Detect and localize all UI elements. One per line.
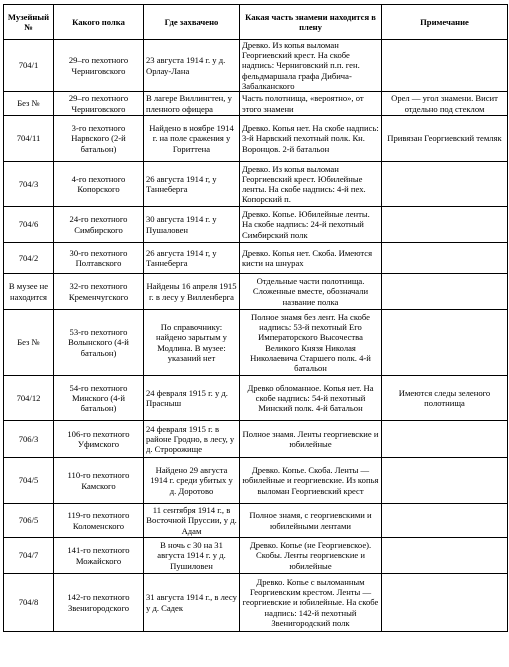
cell-captured-where: 11 сентября 1914 г., в Восточной Пруссии, у д. Адам — [144, 504, 240, 538]
header-note: Примечание — [382, 5, 508, 40]
cell-banner-part: Полное знамя, с георгиевскими и юбилейными лентами — [240, 504, 382, 538]
cell-banner-part: Часть полотнища, «вероятно», от этого знамени — [240, 92, 382, 116]
cell-captured-where: В лагере Виллингтен, у пленного офицера — [144, 92, 240, 116]
cell-note — [382, 274, 508, 310]
table-row — [4, 207, 508, 243]
cell-note — [382, 504, 508, 538]
cell-note — [382, 207, 508, 243]
cell-regiment: 30-го пехотного Полтавского — [54, 243, 144, 274]
header-museum-number: Музейный № — [4, 5, 54, 40]
table-row — [4, 538, 508, 574]
cell-regiment: 29–го пехотного Черниговского — [54, 92, 144, 116]
cell-note — [382, 310, 508, 376]
cell-note — [382, 243, 508, 274]
cell-museum-number: 706/3 — [4, 421, 54, 458]
cell-regiment: 32-го пехотного Кременчугского — [54, 274, 144, 310]
cell-captured-where: Найдены 16 апреля 1915 г. в лесу у Вилленберга — [144, 274, 240, 310]
table-row — [4, 116, 508, 162]
cell-museum-number: Без № — [4, 310, 54, 376]
table-row — [4, 376, 508, 421]
cell-museum-number: В музее не находится — [4, 274, 54, 310]
table-row — [4, 574, 508, 632]
cell-note — [382, 40, 508, 92]
table-row — [4, 243, 508, 274]
cell-banner-part: Древко. Из копья выломан Георгиевский крест. На скобе надпись: Черниговский п.п. ген. фельдмаршала графа Дибича-Забалканского — [240, 40, 382, 92]
cell-museum-number: 704/3 — [4, 162, 54, 207]
cell-banner-part: Полное знамя. Ленты георгиевские и юбилейные — [240, 421, 382, 458]
cell-banner-part: Древко. Копье. Скоба. Ленты — юбилейные и георгиевские. Из копья выломан Георгиевский крест — [240, 458, 382, 504]
cell-captured-where: 26 августа 1914 г, у Таннеберга — [144, 162, 240, 207]
cell-captured-where: Найдено в ноябре 1914 г. на поле сражения у Гориттена — [144, 116, 240, 162]
table-row — [4, 92, 508, 116]
cell-museum-number: 704/6 — [4, 207, 54, 243]
cell-captured-where: 24 февраля 1915 г. в районе Гродно, в лесу, у д. Стророжище — [144, 421, 240, 458]
cell-museum-number: 706/5 — [4, 504, 54, 538]
cell-banner-part: Древко. Копья нет. На скобе надпись: 3-й Нарвский пехотный полк. Кн. Воронцов. 2-й батальон — [240, 116, 382, 162]
cell-banner-part: Полное знамя без лент. На скобе надпись: 53-й пехотный Его Императорского Высочества Великого Князя Николая Николаевича Старшего полк. 4-й батальон — [240, 310, 382, 376]
cell-note: Привязан Георгиевский темляк — [382, 116, 508, 162]
cell-museum-number: 704/8 — [4, 574, 54, 632]
cell-regiment: 3-го пехотного Нарвского (2-й батальон) — [54, 116, 144, 162]
cell-museum-number: Без № — [4, 92, 54, 116]
cell-museum-number: 704/11 — [4, 116, 54, 162]
captured-banners-table — [3, 4, 508, 632]
cell-regiment: 110-го пехотного Камского — [54, 458, 144, 504]
cell-museum-number: 704/2 — [4, 243, 54, 274]
cell-captured-where: 31 августа 1914 г., в лесу у д. Садек — [144, 574, 240, 632]
cell-banner-part: Отдельные части полотнища. Сложенные вместе, обозначали название полка — [240, 274, 382, 310]
cell-banner-part: Древко. Копье. Юбилейные ленты. На скобе надпись: 24-й пехотный Симбирский полк — [240, 207, 382, 243]
cell-museum-number: 704/7 — [4, 538, 54, 574]
table-row — [4, 310, 508, 376]
cell-banner-part: Древко обломанное. Копья нет. На скобе надпись: 54-й пехотный Минский полк. 4-й батальон — [240, 376, 382, 421]
cell-captured-where: 30 августа 1914 г. у Пушаловен — [144, 207, 240, 243]
cell-note: Имеются следы зеленого полотнища — [382, 376, 508, 421]
cell-captured-where: 24 февраля 1915 г. у д. Прасныш — [144, 376, 240, 421]
header-captured-where: Где захвачено — [144, 5, 240, 40]
cell-regiment: 29–го пехотного Черниговского — [54, 40, 144, 92]
cell-banner-part: Древко. Копье с выломанным Георгиевским крестом. Ленты — георгиевские и юбилейные. На скобе надпись: 142-й пехотный Звенигородский полк — [240, 574, 382, 632]
cell-note — [382, 574, 508, 632]
cell-captured-where: Найдено 29 августа 1914 г. среди убитых у д. Доротово — [144, 458, 240, 504]
cell-note — [382, 458, 508, 504]
cell-regiment: 4-го пехотного Копорского — [54, 162, 144, 207]
table-row — [4, 162, 508, 207]
cell-museum-number: 704/1 — [4, 40, 54, 92]
header-banner-part: Какая часть знамени находится в плену — [240, 5, 382, 40]
cell-regiment: 106-го пехотного Уфимского — [54, 421, 144, 458]
cell-note: Орел — угол знамени. Висит отдельно под стеклом — [382, 92, 508, 116]
header-regiment: Какого полка — [54, 5, 144, 40]
cell-captured-where: В ночь с 30 на 31 августа 1914 г. у д. Пушиловен — [144, 538, 240, 574]
cell-regiment: 119-го пехотного Коломенского — [54, 504, 144, 538]
cell-regiment: 24-го пехотного Симбирского — [54, 207, 144, 243]
cell-regiment: 141-го пехотного Можайского — [54, 538, 144, 574]
table-row — [4, 274, 508, 310]
table-row — [4, 504, 508, 538]
cell-note — [382, 538, 508, 574]
cell-banner-part: Древко. Из копья выломан Георгиевский крест. Юбилейные ленты. На скобе надпись: 4-й пех. Копорский п. — [240, 162, 382, 207]
cell-captured-where: 23 августа 1914 г. у д. Орлау-Лана — [144, 40, 240, 92]
table-row — [4, 458, 508, 504]
cell-regiment: 53-го пехотного Волынского (4-й батальон) — [54, 310, 144, 376]
cell-captured-where: По справочнику: найдено зарытым у Модлина. В музее: указаний нет — [144, 310, 240, 376]
cell-captured-where: 26 августа 1914 г, у Таннеберга — [144, 243, 240, 274]
table-row — [4, 421, 508, 458]
cell-regiment: 54-го пехотного Минского (4-й батальон) — [54, 376, 144, 421]
cell-museum-number: 704/12 — [4, 376, 54, 421]
cell-regiment: 142-го пехотного Звенигородского — [54, 574, 144, 632]
cell-museum-number: 704/5 — [4, 458, 54, 504]
cell-note — [382, 421, 508, 458]
cell-banner-part: Древко. Копья нет. Скоба. Имеются кисти на шнурах — [240, 243, 382, 274]
table-row — [4, 40, 508, 92]
header-row — [4, 5, 508, 40]
cell-banner-part: Древко. Копье (не Георгиевское). Скобы. Ленты георгиевские и юбилейные — [240, 538, 382, 574]
cell-note — [382, 162, 508, 207]
